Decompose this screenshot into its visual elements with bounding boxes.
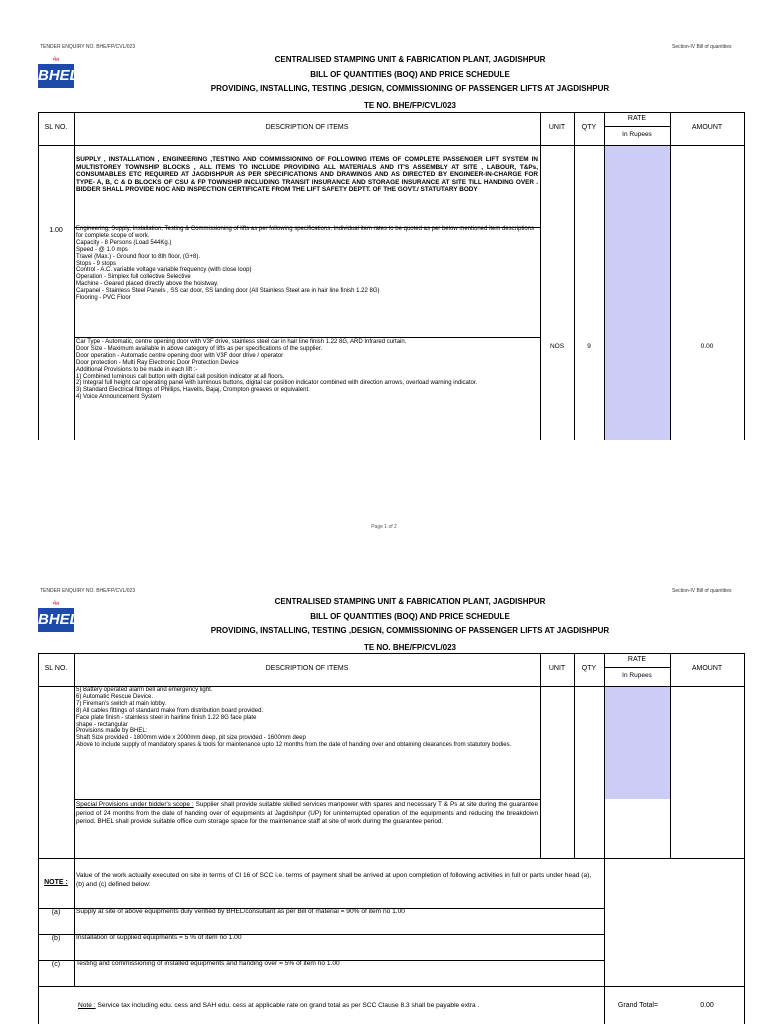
item-amount: 0.00 <box>700 343 714 350</box>
grand-total-label: Grand Total= <box>617 1002 659 1009</box>
col-rate-sub: In Rupees <box>622 672 652 679</box>
additional-provisions: 5) Battery operated alarm bell and emergency light. 6) Automatic Rescue Device. 7) Fireman's switch at main lobby. 8) All cables fittings of standard make from distribution board provided. Face plate finish - stainless steel in hairline finish 1.22 8G face plate shape - rectangular Provisions made by BHEL: Shaft Size provided - 1800mm wide x 2000mm deep, pit size provided - 1600mm deep Above to include supply of mandatory spares & tools for maintenance upto 12 months from the date of handing over and obtaining clearances from statutory bodies. <box>76 687 512 749</box>
col-sl-no: SL NO. <box>44 124 68 131</box>
row-a-text: Supply at site of above equipments duly verified by BHEL/consultant as per Bill of material = 90% of item no 1.00 <box>76 908 405 915</box>
logo-mark: BHEL <box>38 64 74 88</box>
col-unit: UNIT <box>548 665 566 672</box>
boq-title: BILL OF QUANTITIES (BOQ) AND PRICE SCHEDULE <box>310 70 510 79</box>
lift-provisions: Car Type - Automatic, centre opening door with V3F drive, stainless steel car in hair line finish 1.22 8G, ARD Infrared curtain. Door Size - Maximum available in above category of lifts as per specifications of the supplier. Door operation - Automatic centre opening door with V3F door drive / operator Door protection - Multi Ray Electronic Door Protection Device Additional Provisions to be made in each lift :- 1) Combined luminous call button with digital call position indicator at all floors. 2) Integral full height car operating panel with luminous buttons, digital car position indicator combined with direction arrows, overload warning indicator. 3) Standard Electrical fittings of Phillips, Havells, Bajaj, Crompton greaves or equivalent. 4) Voice Announcement System <box>76 339 478 401</box>
rate-input-area[interactable] <box>604 687 670 799</box>
logo-mark: BHEL <box>38 608 74 632</box>
col-sl-no: SL NO. <box>44 665 68 672</box>
bhel-logo <box>38 600 79 632</box>
logo-hindi-text: भेल <box>52 601 60 607</box>
col-description: DESCRIPTION OF ITEMS <box>265 124 349 131</box>
tender-reference: TENDER ENQUIRY NO. BHE/FP/CVL/023 <box>40 44 136 50</box>
service-tax-text: Service tax including edu. cess and SAH edu. cess at applicable rate on grand total as per SCC Clause 8.3 shall be payable extra . <box>95 1002 480 1009</box>
bhel-logo <box>38 56 79 88</box>
work-title: PROVIDING, INSTALLING, TESTING ,DESIGN, COMMISSIONING OF PASSENGER LIFTS AT JAGDISHPUR <box>210 84 610 93</box>
row-c-text: Testing and commissioning of installed equipments and handing over = 5% of item no 1.00 <box>76 960 340 967</box>
item-qty: 9 <box>587 343 591 350</box>
logo-hindi-text: भेल <box>52 57 60 63</box>
plant-title: CENTRALISED STAMPING UNIT & FABRICATION PLANT, JAGDISHPUR <box>274 55 546 64</box>
service-tax-label: Note : <box>78 1002 96 1009</box>
row-c-label: (c) <box>51 961 61 968</box>
row-b-label: (b) <box>51 935 61 942</box>
section-reference: Section-IV Bill of quantities <box>672 588 732 594</box>
plant-title: CENTRALISED STAMPING UNIT & FABRICATION PLANT, JAGDISHPUR <box>274 597 546 606</box>
item-number: 1.00 <box>49 227 63 234</box>
note-text: Value of the work actually executed on site in terms of Cl 16 of SCC i.e. terms of payment shall be arrived at upon completion of following activities in full or parts under head (a), (b) and (c) defined below: <box>76 872 592 888</box>
item-unit: NOS <box>549 343 565 350</box>
special-provisions <box>76 801 538 827</box>
col-qty: QTY <box>581 665 597 672</box>
special-provisions-label: Special Provisions under bidder's scope : <box>76 801 194 808</box>
te-number: TE NO. BHE/FP/CVL/023 <box>363 643 457 652</box>
lift-specification: Engineering, Supply, Installation, Testing & Commissioning of lifts as per following specifications. Individual item rates to be quoted as per below mentioned item descriptions for complete scope of work. Capacity - 8 Persons (Load 544Kg.) Speed - @ 1.0 mps Travel (Max.) - Ground floor to 8th floor, (G+8). Stops - 9 stops Control - A.C. variable voltage variable frequency (with close loop) Operation - Simplex full collective Selective Machine - Geared placed directly above the hoistway. Carpanel - Stainless Steel Panels , SS car door, SS landing door (All Stainless Steel are in hair line finish 1.22 8G) Flooring - PVC Floor <box>76 226 535 302</box>
note-label: NOTE : <box>44 879 68 886</box>
scope-intro: SUPPLY , INSTALLATION , ENGINEERING ,TESTING AND COMMISSIONING OF FOLLOWING ITEMS OF COMPLETE PASSENGER LIFT SYSTEM IN MULTISTOREY TOWNSHIP BLOCKS , ALL ITEMS TO INCLUDE PROVIDING ALL MATERIALS AND IT'S ASSEMBLY AT SITE , LABOUR, T&Ps, CONSUMABLES ETC REQUIRED AT JAGDISHPUR AS PER SPECIFICATIONS AND DRAWINGS AND AS DIRECTED BY ENGINEER-IN-CHARGE FOR TYPE- A, B, C & D BLOCKS OF CSU & FP TOWNSHIP INCLUDING TRANSIT INSURANCE AND STORAGE INSURANCE AT SITE TILL HANDING OVER . BIDDER SHALL PROVIDE NOC AND INSPECTION CERTIFICATE FROM THE LIFT SAFETY DEPTT. OF THE GOVT./ STATUTARY BODY <box>76 156 538 194</box>
col-rate-sub: In Rupees <box>622 131 652 138</box>
tender-reference: TENDER ENQUIRY NO. BHE/FP/CVL/023 <box>40 588 136 594</box>
special-provisions-text: Supplier shall provide suitable skilled services manpower with spares and necessary T & Ps at site during the guarantee period of 24 months from the date of handing over of equipments at Jagdishpur (UP) for uninterrupted operation of the equipments and reducing the breakdown period. BHEL shall provide suitable office cum storage space for the maintenance staff at site of work during the guarantee period. <box>76 801 539 826</box>
grand-total-value: 0.00 <box>700 1002 714 1009</box>
service-tax-note <box>78 1001 602 1010</box>
rate-input-area[interactable] <box>604 146 670 440</box>
col-description: DESCRIPTION OF ITEMS <box>265 665 349 672</box>
col-rate: RATE <box>627 115 647 122</box>
section-reference: Section-IV Bill of quantities <box>672 44 732 50</box>
boq-title: BILL OF QUANTITIES (BOQ) AND PRICE SCHEDULE <box>310 612 510 621</box>
page-number: Page 1 of 2 <box>371 524 397 530</box>
col-rate: RATE <box>627 656 647 663</box>
boq-page-2 <box>0 582 768 1024</box>
col-amount: AMOUNT <box>691 124 723 131</box>
work-title: PROVIDING, INSTALLING, TESTING ,DESIGN, COMMISSIONING OF PASSENGER LIFTS AT JAGDISHPUR <box>210 626 610 635</box>
row-a-label: (a) <box>51 909 61 916</box>
te-number: TE NO. BHE/FP/CVL/023 <box>363 101 457 110</box>
col-amount: AMOUNT <box>691 665 723 672</box>
col-qty: QTY <box>581 124 597 131</box>
col-unit: UNIT <box>548 124 566 131</box>
row-b-text: Installation of supplied equipments = 5 % of item no 1.00 <box>76 934 242 941</box>
